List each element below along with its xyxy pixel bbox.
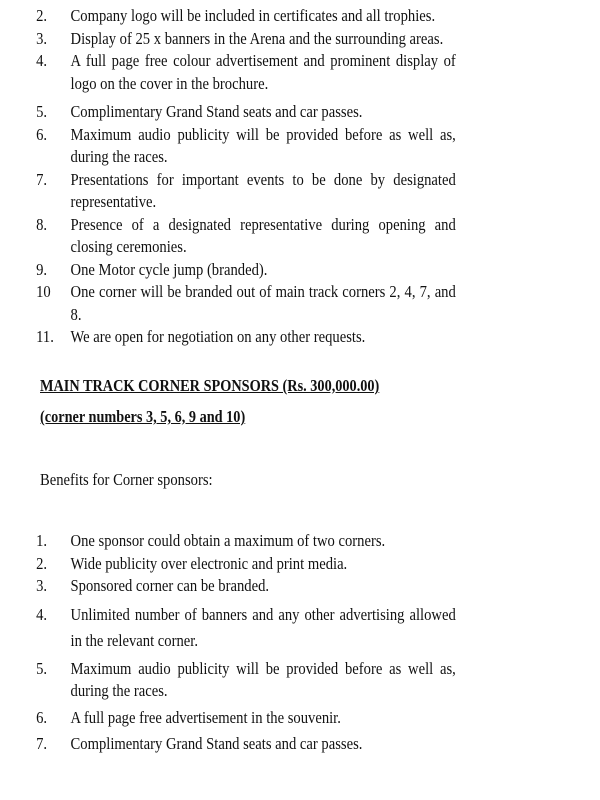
list-item: [0, 214, 482, 259]
item-text: Wide publicity over electronic and print media.: [70, 553, 348, 573]
item-number: 5.: [36, 658, 48, 678]
item-number: 1.: [36, 531, 48, 550]
item-number: 3.: [36, 28, 48, 48]
item-text: One corner will be branded out of main track corners 2, 4, 7, and 8.: [70, 282, 456, 324]
item-text: One sponsor could obtain a maximum of two corners.: [70, 531, 386, 550]
item-text: Presence of a designated representative during opening and closing ceremonies.: [70, 214, 456, 256]
list-item: [0, 169, 482, 214]
item-text: Display of 25 x banners in the Arena and the surrounding areas.: [70, 28, 444, 48]
item-number: 7.: [36, 734, 48, 753]
item-text: One Motor cycle jump (branded).: [70, 259, 268, 279]
item-text: Complimentary Grand Stand seats and car passes.: [70, 734, 363, 753]
item-number: 9.: [36, 259, 48, 279]
item-text: Maximum audio publicity will be provided before as well as, during the races.: [70, 658, 456, 700]
item-number: 8.: [36, 214, 48, 234]
list-item: [0, 733, 482, 756]
section-subheading: (corner numbers 3, 5, 6, 9 and 10): [40, 407, 246, 426]
list-item: [0, 602, 482, 654]
item-number: 6.: [36, 124, 48, 144]
item-text: Company logo will be included in certificates and all trophies.: [70, 6, 436, 25]
list-item: [0, 28, 482, 51]
item-number: 7.: [36, 169, 48, 189]
benefits-intro: Benefits for Corner sponsors:: [40, 470, 213, 489]
list-item: [0, 658, 482, 703]
list-item: [0, 259, 482, 282]
item-text: Unlimited number of banners and any other advertising allowed in the relevant corner.: [70, 604, 456, 650]
item-text: Presentations for important events to be done by designated representative.: [70, 169, 456, 211]
item-number: 4.: [36, 51, 48, 70]
item-number: 10: [36, 282, 51, 301]
item-number: 11.: [36, 327, 54, 346]
list-item: [0, 5, 482, 28]
item-number: 2.: [36, 6, 48, 25]
list-item: [0, 575, 482, 598]
item-number: 2.: [36, 553, 48, 573]
item-text: We are open for negotiation on any other requests.: [70, 327, 366, 346]
item-text: Maximum audio publicity will be provided before as well as, during the races.: [70, 124, 456, 166]
item-text: A full page free advertisement in the souvenir.: [70, 707, 341, 727]
list-item: [0, 326, 482, 349]
list-item: [0, 101, 482, 124]
item-number: 3.: [36, 576, 48, 595]
list-item: [0, 124, 482, 169]
item-text: Complimentary Grand Stand seats and car passes.: [70, 102, 363, 121]
list-item: [0, 553, 482, 576]
list-item: [0, 50, 482, 95]
list-item: [0, 707, 482, 730]
corner-benefits-list: [0, 530, 600, 756]
item-number: 6.: [36, 707, 48, 727]
list-item: [0, 530, 482, 553]
item-text: A full page free colour advertisement and prominent display of logo on the cover in the brochure.: [70, 51, 456, 93]
list-item: [0, 281, 482, 326]
item-text: Sponsored corner can be branded.: [70, 576, 270, 595]
item-number: 5.: [36, 102, 48, 121]
item-number: 4.: [36, 604, 48, 624]
section-heading: MAIN TRACK CORNER SPONSORS (Rs. 300,000.00): [40, 376, 380, 395]
sponsor-benefits-list: [0, 5, 600, 349]
